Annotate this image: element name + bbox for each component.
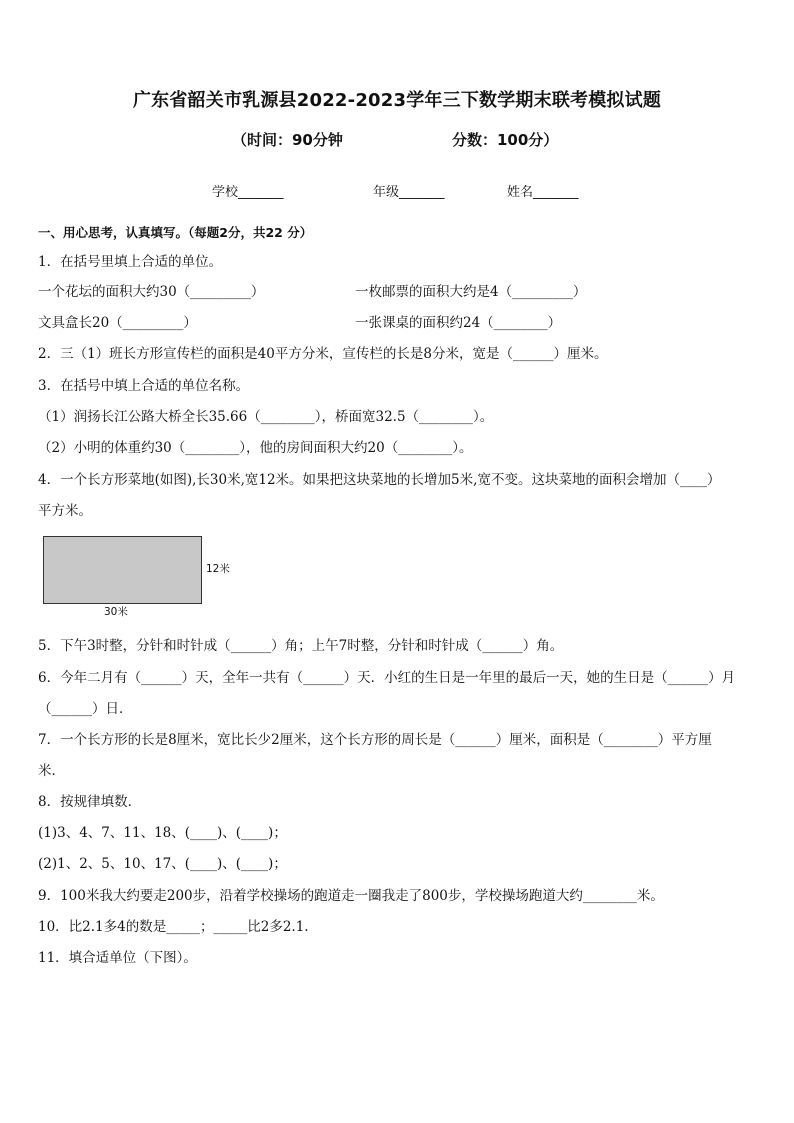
question-5: 5．下午3时整，分针和时针成（______）角；上午7时整，分针和时针成（______）角。 — [38, 638, 564, 654]
question-7-cont: 米． — [38, 763, 65, 779]
question-3b: （2）小明的体重约30（________），他的房间面积大约20（________）。 — [38, 440, 473, 456]
question-7: 7．一个长方形的长是8厘米，宽比长少2厘米，这个长方形的周长是（______）厘米，面积是（________）平方厘 — [38, 732, 712, 748]
question-3: 3．在括号中填上合适的单位名称。 — [38, 378, 250, 394]
question-3a: （1）润扬长江公路大桥全长35.66（________），桥面宽32.5（________）。 — [38, 409, 494, 425]
question-2: 2．三（1）班长方形宣传栏的面积是40平方分米，宣传栏的长是8分米，宽是（______）厘米。 — [38, 346, 608, 362]
field-rectangle-figure — [43, 536, 202, 604]
time-limit: （时间：90分钟 — [232, 131, 343, 149]
school-field: 学校_______ — [212, 185, 284, 200]
question-8b: (2)1、2、5、10、17、(____)、(____)； — [38, 856, 287, 872]
total-score: 分数：100分） — [452, 131, 559, 149]
name-field: 姓名_______ — [507, 185, 579, 200]
question-6: 6．今年二月有（______）天，全年一共有（______）天．小红的生日是一年里的最后一天，她的生日是（______）月 — [38, 670, 736, 686]
question-4: 4．一个长方形菜地(如图),长30米,宽12米。如果把这块菜地的长增加5米,宽不变。这块菜地的面积会增加（____） — [38, 472, 721, 488]
question-1c: 文具盒长20（_________） — [38, 315, 197, 331]
figure-width-label: 12米 — [206, 563, 230, 575]
question-8a: (1)3、4、7、11、18、(____)、(____)； — [38, 825, 287, 841]
question-9: 9．100米我大约要走200步，沿着学校操场的跑道走一圈我走了800步，学校操场跑道大约________米。 — [38, 888, 664, 904]
question-1d: 一张课桌的面积约24（________） — [355, 315, 562, 331]
section-heading: 一、用心思考，认真填写。（每题2分，共22 分） — [38, 225, 313, 240]
grade-field: 年级_______ — [373, 185, 445, 200]
question-6-cont: （______）日． — [38, 701, 133, 717]
question-10: 10．比2.1多4的数是_____；_____比2多2.1. — [38, 919, 309, 935]
page-title: 广东省韶关市乳源县2022-2023学年三下数学期末联考模拟试题 — [132, 90, 662, 111]
question-8: 8．按规律填数． — [38, 794, 142, 810]
question-1a: 一个花坛的面积大约30（_________） — [38, 284, 265, 300]
question-1b: 一枚邮票的面积大约是4（_________） — [355, 284, 587, 300]
question-1: 1．在括号里填上合适的单位。 — [38, 254, 223, 270]
figure-length-label: 30米 — [104, 606, 128, 618]
question-11: 11．填合适单位（下图）。 — [38, 950, 197, 966]
question-4-cont: 平方米。 — [38, 503, 92, 519]
